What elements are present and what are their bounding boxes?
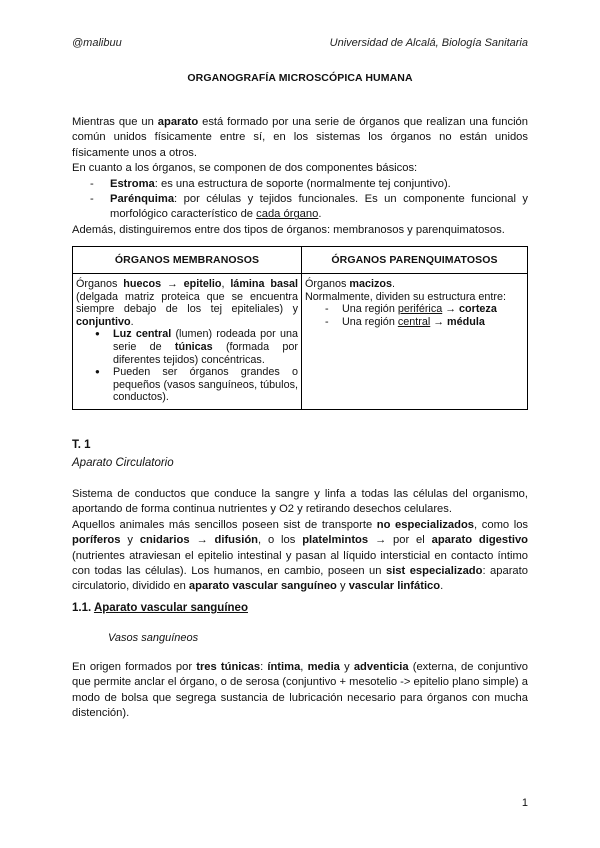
topic-title: Aparato Circulatorio (72, 457, 174, 469)
component-list (90, 177, 528, 223)
list-item-estroma: - Estroma: es una estructura de soporte (normalmente tej conjuntivo). (90, 177, 451, 190)
organ-types-table (72, 246, 528, 410)
region-periferica: - Una región periférica → corteza (325, 303, 497, 316)
intro-paragraph-2: En cuanto a los órganos, se componen de dos componentes básicos: (72, 162, 418, 175)
table-cell-parenquimatosos (302, 274, 528, 410)
circulatorio-paragraph-1: Sistema de conductos que conduce la sangre y linfa a todas las células del organismo, aportando de forma continua nutrientes y O2 y retirando desechos celulares. (72, 488, 528, 516)
intro-section (72, 115, 528, 238)
intro-paragraph-1: Mientras que un aparato está formado por una serie de órganos que realizan una función común unidos físicamente entre sí, en los sistemas los órganos no están unidos físicamente unos a otros. (72, 116, 528, 159)
circulatorio-section (72, 487, 528, 595)
header-institution: Universidad de Alcalá, Biología Sanitaria (329, 37, 528, 49)
bullet-tamano: ● Pueden ser órganos grandes o pequeños (vasos sanguíneos, túbulos, conductos). (113, 366, 298, 404)
circulatorio-paragraph-2: Aquellos animales más sencillos poseen sist de transporte no especializados, como los poríferos y cnidarios → difusión, o los platelmintos → por el aparato digestivo (nutrientes atraviesan el epitelio intestinal y pasan al líquido intersticial en contacto íntimo con todas las células). Los humanos, en cambio, poseen un sist especializado: aparato circulatorio, dividido en aparato vascular sanguíneo y vascular linfático. (72, 518, 529, 593)
list-item-parenquima: - Parénquima: por células y tejidos funcionales. Es un componente funcional y morfológico característico de cada órgano. (90, 193, 528, 221)
membranosos-bullets (76, 328, 298, 404)
parenquimatosos-line2: Normalmente, dividen su estructura entre: (305, 290, 507, 303)
section-heading-1-1: 1.1. Aparato vascular sanguíneo (72, 602, 248, 614)
regions-list (305, 303, 524, 328)
table-header-parenquimatosos: ÓRGANOS PARENQUIMATOSOS (302, 247, 528, 274)
page-number: 1 (521, 797, 528, 809)
bullet-luz-central: ● Luz central (lumen) rodeada por una serie de túnicas (formada por diferentes tejidos) concéntricas. (113, 328, 298, 366)
document-title: ORGANOGRAFÍA MICROSCÓPICA HUMANA (187, 72, 413, 84)
topic-number: T. 1 (72, 439, 91, 451)
membranosos-description: Órganos huecos → epitelio, lámina basal (delgada matriz proteica que se encuentra siempre debajo de los tej epiteliales) y conjuntivo. (76, 278, 298, 328)
header-author: @malibuu (72, 37, 122, 49)
intro-paragraph-3: Además, distinguiremos entre dos tipos de órganos: membranosos y parenquimatosos. (72, 223, 505, 236)
table-cell-membranosos (73, 274, 302, 410)
region-central: - Una región central → médula (325, 315, 485, 328)
parenquimatosos-description: Órganos macizos. (305, 278, 396, 290)
subsection-vasos: Vasos sanguíneos (108, 632, 199, 644)
table-header-membranosos: ÓRGANOS MEMBRANOSOS (73, 247, 302, 274)
vasos-paragraph: En origen formados por tres túnicas: íntima, media y adventicia (externa, de conjuntivo que permite anclar el órgano, o de serosa (conjuntivo + mesotelio -> epitelio plano simple) a modo de bolsa que segrega sustancia de lubricación necesario para órganos con mucha distención). (72, 661, 529, 720)
